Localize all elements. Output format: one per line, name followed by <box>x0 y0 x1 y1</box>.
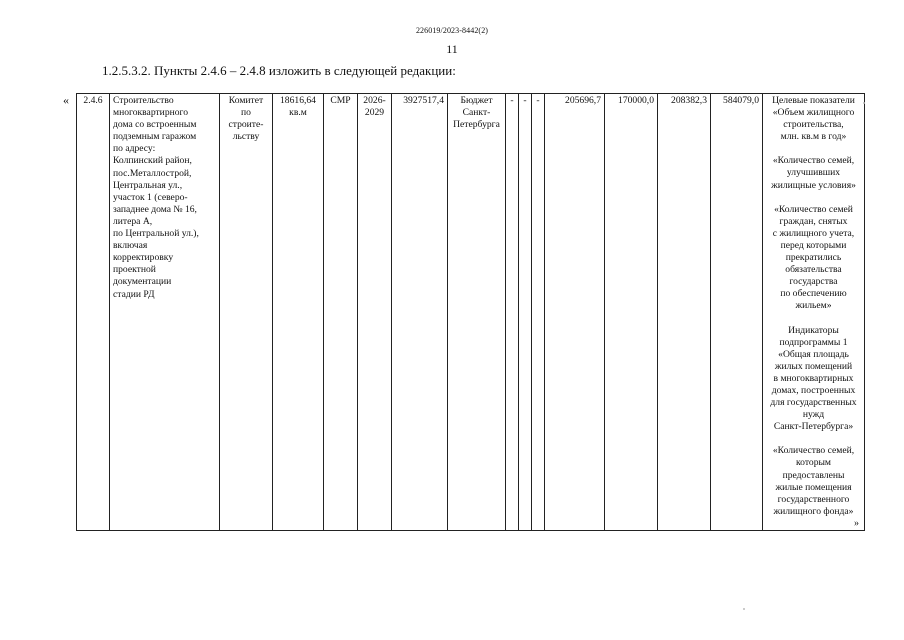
description-line: стадии РД <box>113 288 155 300</box>
indicator-line: в многоквартирных <box>773 372 854 384</box>
row-number-cell <box>77 94 110 531</box>
row-number: 2.4.6 <box>83 95 103 106</box>
indicator-line: перед которыми <box>780 239 847 251</box>
source-line: Петербурга <box>453 119 500 131</box>
indicator-line: млн. кв.м в год» <box>780 131 847 143</box>
indicator-line: предоставлены <box>782 469 845 481</box>
executor-cell <box>220 94 273 531</box>
description-line: Центральная ул., <box>113 179 183 191</box>
document-registration-number: 226019/2023-8442(2) <box>415 26 489 35</box>
value: 208382,3 <box>671 95 707 106</box>
source-line: Санкт- <box>462 107 491 119</box>
value: 170000,0 <box>618 95 654 106</box>
executor-line: по <box>241 107 251 119</box>
page-number: 11 <box>446 42 458 56</box>
description-line: подземным гаражом <box>113 131 197 143</box>
dash-cell <box>519 94 532 531</box>
table-row <box>77 94 865 531</box>
description-line: Колпинский район, <box>113 155 192 167</box>
program-table <box>76 93 865 531</box>
indicator-line: жилищного фонда» <box>773 505 854 517</box>
description-line: включая <box>113 240 148 252</box>
indicator-block <box>766 95 861 143</box>
opening-quote-mark: « <box>63 93 69 107</box>
scan-speck <box>743 608 745 610</box>
value: 205696,7 <box>565 95 601 106</box>
period-end: 2029 <box>364 107 385 119</box>
indicator-block <box>766 325 861 434</box>
closing-quote-mark: » <box>854 518 859 529</box>
capacity-cell <box>273 94 324 531</box>
dash: - <box>536 95 540 106</box>
scan-speck <box>863 102 865 104</box>
indicator-line: строительства, <box>783 119 844 131</box>
capacity-unit: кв.м <box>289 107 307 119</box>
indicator-line: «Количество семей, <box>772 155 855 167</box>
indicator-line: Санкт-Петербурга» <box>773 421 854 433</box>
indicator-line: нужд <box>802 409 825 421</box>
description-line: проектной <box>113 264 156 276</box>
indicator-line: жилищные условия» <box>771 179 856 191</box>
indicator-line: обязательства <box>785 264 842 276</box>
value: 584079,0 <box>723 95 759 106</box>
description-line: по Центральной ул.), <box>113 228 199 240</box>
dash: - <box>523 95 527 106</box>
period-start: 2026- <box>363 95 386 106</box>
dash: - <box>510 95 514 106</box>
indicator-line: Индикаторы <box>788 324 839 336</box>
indicator-block <box>766 445 861 518</box>
period-cell <box>358 94 392 531</box>
indicator-line: жильем» <box>795 300 832 312</box>
intro-paragraph: 1.2.5.3.2. Пункты 2.4.6 – 2.4.8 изложить в следующей редакции: <box>102 63 456 78</box>
indicator-line: подпрограммы 1 <box>779 336 848 348</box>
capacity-value: 18616,64 <box>280 95 316 106</box>
indicator-line: Целевые показатели <box>772 95 855 106</box>
indicator-block <box>766 204 861 313</box>
description-line: многоквартирного <box>113 107 189 119</box>
description-line: по адресу: <box>113 143 156 155</box>
value-cell <box>605 94 658 531</box>
description-line: участок 1 (северо- <box>113 191 188 203</box>
executor-line: строите- <box>228 119 264 131</box>
indicator-line: жилые помещения <box>775 481 852 493</box>
dash-cell <box>506 94 519 531</box>
value-cell <box>545 94 605 531</box>
indicator-line: с жилищного учета, <box>772 227 855 239</box>
indicator-block <box>766 155 861 191</box>
indicator-line: государственного <box>777 493 850 505</box>
executor-line: льству <box>232 131 260 143</box>
indicators-cell <box>763 94 865 531</box>
indicator-line: «Объем жилищного <box>772 107 855 119</box>
indicator-line: домах, построенных <box>771 384 856 396</box>
description-line: дома со встроенным <box>113 119 197 131</box>
description-line: пос.Металлострой, <box>113 167 192 179</box>
work-type: СМР <box>330 95 351 106</box>
value-cell <box>658 94 711 531</box>
indicator-line: улучшивших <box>786 167 841 179</box>
description-line: корректировку <box>113 252 174 264</box>
indicator-line: «Количество семей, <box>772 445 855 457</box>
source-line: Бюджет <box>460 95 493 106</box>
dash-cell <box>532 94 545 531</box>
executor-line: Комитет <box>228 95 264 106</box>
description-line: документации <box>113 276 172 288</box>
indicator-line: для государственных <box>770 397 857 409</box>
total-cell <box>392 94 448 531</box>
indicator-line: которым <box>795 457 832 469</box>
description-line: Строительство <box>113 95 174 106</box>
work-type-cell <box>324 94 358 531</box>
value-cell <box>711 94 763 531</box>
description-cell <box>110 94 220 531</box>
indicator-line: прекратились <box>785 252 842 264</box>
description-line: западнее дома № 16, <box>113 203 197 215</box>
total-value: 3927517,4 <box>403 95 444 106</box>
indicator-line: жилых помещений <box>774 360 853 372</box>
description-line: литера А, <box>113 215 153 227</box>
indicator-line: граждан, снятых <box>779 215 848 227</box>
indicator-line: по обеспечению <box>780 288 847 300</box>
indicator-line: «Общая площадь <box>778 348 849 360</box>
source-cell <box>448 94 506 531</box>
indicator-line: государства <box>789 276 838 288</box>
indicator-line: «Количество семей <box>774 203 853 215</box>
